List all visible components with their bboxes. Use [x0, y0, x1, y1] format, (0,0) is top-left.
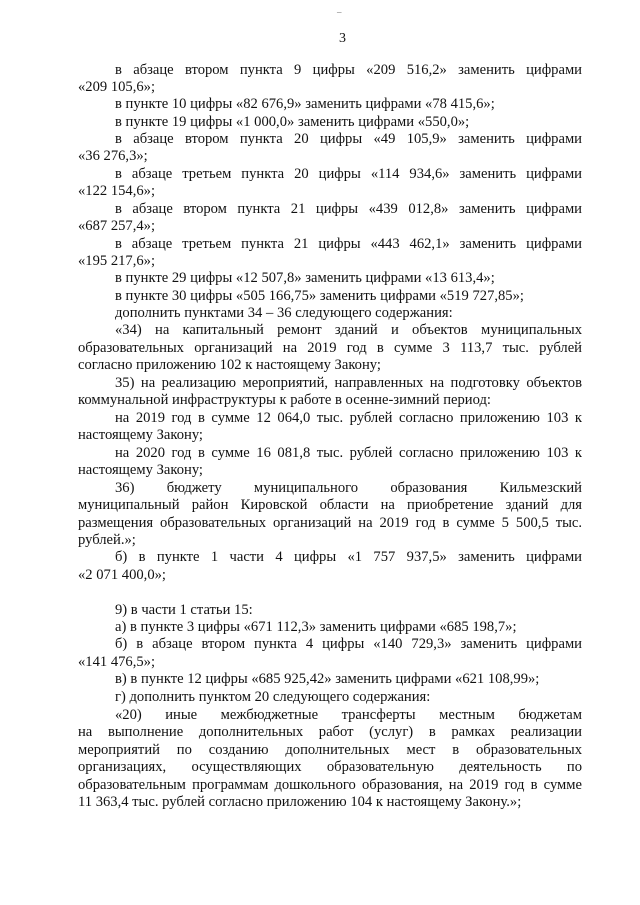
text-line: образовательным программам дошкольного образования, на 2019 год в сумме: [78, 777, 582, 793]
text-line: рублей.»;: [78, 532, 136, 548]
text-line: в пункте 30 цифры «505 166,75» заменить цифрами «519 727,85»;: [115, 288, 524, 304]
text-line: на 2019 год в сумме 12 064,0 тыс. рублей согласно приложению 103 к: [115, 410, 582, 426]
text-line: настоящему Закону;: [78, 462, 203, 478]
text-line: б) в пункте 1 части 4 цифры «1 757 937,5» заменить цифрами: [115, 549, 582, 565]
text-line: в абзаце третьем пункта 21 цифры «443 462,1» заменить цифрами: [115, 236, 582, 252]
text-line: настоящему Закону;: [78, 427, 203, 443]
text-line: «2 071 400,0»;: [78, 567, 166, 583]
text-line: «34) на капитальный ремонт зданий и объектов муниципальных: [115, 322, 582, 338]
top-mark: –: [337, 7, 342, 17]
text-line: на 2020 год в сумме 16 081,8 тыс. рублей согласно приложению 103 к: [115, 445, 582, 461]
text-line: в абзаце втором пункта 21 цифры «439 012,8» заменить цифрами: [115, 201, 582, 217]
text-line: «687 257,4»;: [78, 218, 156, 234]
text-line: «195 217,6»;: [78, 253, 156, 269]
text-line: 35) на реализацию мероприятий, направленных на подготовку объектов: [115, 375, 582, 391]
text-line: г) дополнить пунктом 20 следующего содержания:: [115, 689, 431, 705]
page-number: 3: [339, 31, 346, 46]
text-line: «36 276,3»;: [78, 148, 148, 164]
text-line: дополнить пунктами 34 – 36 следующего содержания:: [115, 305, 453, 321]
text-line: коммунальной инфраструктуры к работе в осенне-зимний период:: [78, 392, 491, 408]
text-line: 11 363,4 тыс. рублей согласно приложению 104 к настоящему Закону.»;: [78, 794, 522, 810]
text-line: на выполнение дополнительных работ (услуг) в рамках реализации: [78, 724, 582, 740]
text-line: в абзаце втором пункта 20 цифры «49 105,9» заменить цифрами: [115, 131, 582, 147]
text-line: образовательных организаций на 2019 год в сумме 3 113,7 тыс. рублей: [78, 340, 582, 356]
text-line: согласно приложению 102 к настоящему Закону;: [78, 357, 381, 373]
text-line: в пункте 10 цифры «82 676,9» заменить цифрами «78 415,6»;: [115, 96, 495, 112]
text-line: в пункте 29 цифры «12 507,8» заменить цифрами «13 613,4»;: [115, 270, 495, 286]
text-line: организациях, осуществляющих образовательную деятельность по: [78, 759, 582, 775]
text-line: мероприятий по созданию дополнительных мест в образовательных: [78, 742, 582, 758]
text-line: а) в пункте 3 цифры «671 112,3» заменить цифрами «685 198,7»;: [115, 619, 517, 635]
text-line: в пункте 19 цифры «1 000,0» заменить цифрами «550,0»;: [115, 114, 470, 130]
text-line: «209 105,6»;: [78, 79, 156, 95]
text-line: размещения образовательных организаций на 2019 год в сумме 5 500,5 тыс.: [78, 515, 582, 531]
text-line: б) в абзаце втором пункта 4 цифры «140 729,3» заменить цифрами: [115, 636, 582, 652]
text-line: «141 476,5»;: [78, 654, 156, 670]
text-line: «20) иные межбюджетные трансферты местным бюджетам: [115, 707, 582, 723]
text-line: «122 154,6»;: [78, 183, 156, 199]
text-line: 9) в части 1 статьи 15:: [115, 602, 253, 618]
text-line: 36) бюджету муниципального образования Кильмезский: [115, 480, 582, 496]
text-line: в абзаце втором пункта 9 цифры «209 516,2» заменить цифрами: [115, 62, 582, 78]
text-line: в) в пункте 12 цифры «685 925,42» заменить цифрами «621 108,99»;: [115, 671, 540, 687]
text-line: муниципальный район Кировской области на приобретение зданий для: [78, 497, 582, 513]
text-line: в абзаце третьем пункта 20 цифры «114 934,6» заменить цифрами: [115, 166, 582, 182]
